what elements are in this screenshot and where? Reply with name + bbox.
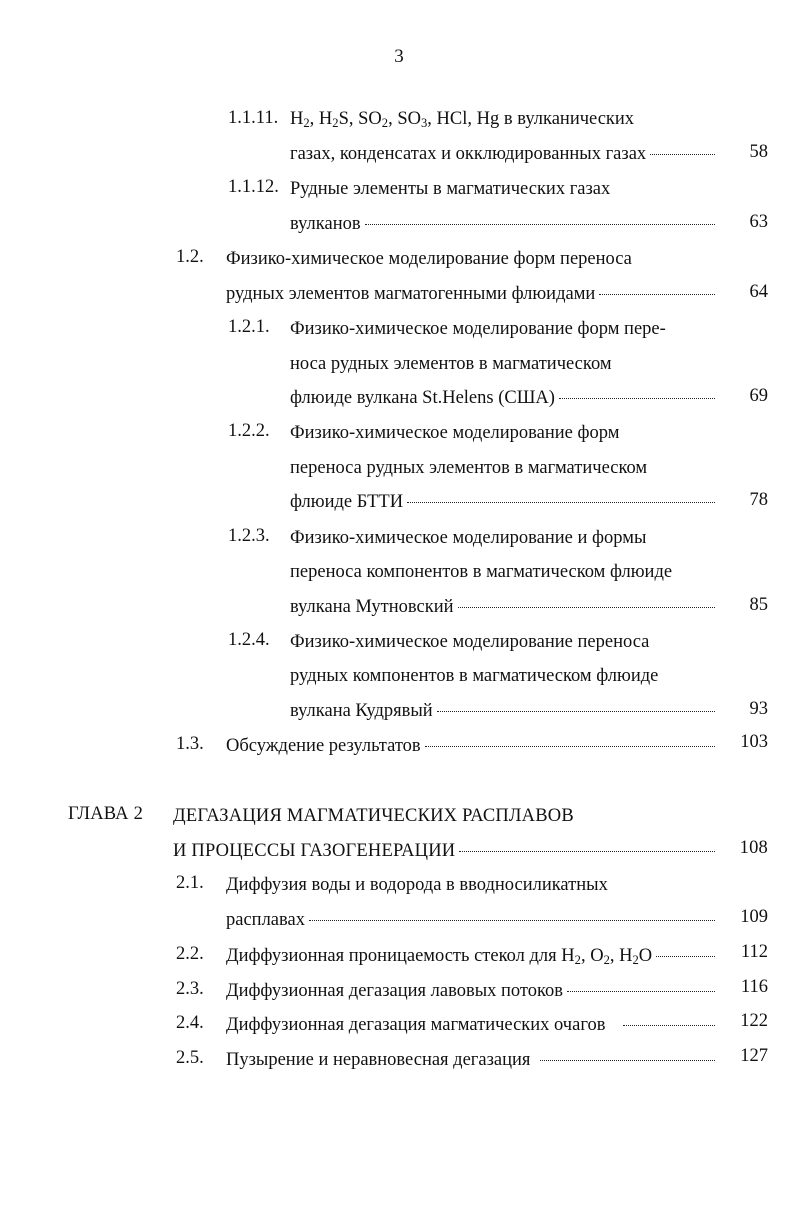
toc-title-line-leader xyxy=(290,142,718,166)
toc-title-line-leader xyxy=(226,734,718,758)
toc-title-line-leader xyxy=(226,1013,718,1037)
toc-number: 1.2.1. xyxy=(228,317,270,337)
toc-title-text: вулкана Мутновский xyxy=(290,597,454,617)
toc-title-line: переноса рудных элементов в магматическом xyxy=(290,458,648,478)
dot-leader xyxy=(309,920,715,921)
toc-title-line-leader xyxy=(290,386,718,410)
toc-number: 2.5. xyxy=(176,1048,204,1068)
toc-number: 1.2.4. xyxy=(228,630,270,650)
chapter-title-line-leader xyxy=(173,839,718,863)
dot-leader xyxy=(540,1060,715,1061)
toc-title-line-leader xyxy=(226,282,718,306)
page-number: 3 xyxy=(394,46,404,67)
toc-title-text: флюиде БТТИ xyxy=(290,492,404,512)
toc-number: 1.2.2. xyxy=(228,421,270,441)
toc-page: 58 xyxy=(749,142,768,162)
toc-title-line-leader xyxy=(290,490,718,514)
toc-page: 93 xyxy=(749,699,768,719)
toc-number: 1.1.12. xyxy=(228,177,279,197)
toc-page: 103 xyxy=(740,732,768,752)
toc-page: 127 xyxy=(740,1046,768,1066)
toc-title-line: Рудные элементы в магматических газах xyxy=(290,179,611,199)
toc-page: 109 xyxy=(740,907,768,927)
toc-title-line: переноса компонентов в магматическом флюиде xyxy=(290,562,673,582)
toc-number: 1.1.11. xyxy=(228,108,279,128)
toc-title-line: Диффузия воды и водорода в вводносиликатных xyxy=(226,875,608,895)
toc-page: 122 xyxy=(740,1011,768,1031)
toc-title-line: Физико-химическое моделирование форм пере- xyxy=(290,319,666,339)
dot-leader xyxy=(425,746,715,747)
toc-page: 63 xyxy=(749,212,768,232)
dot-leader xyxy=(459,851,715,852)
toc-number: 1.2. xyxy=(176,247,204,267)
toc-title-text: Обсуждение результатов xyxy=(226,736,421,756)
toc-title-line: Физико-химическое моделирование переноса xyxy=(290,632,650,652)
toc-title-text: Диффузионная дегазация магматических очагов xyxy=(226,1015,606,1035)
dot-leader xyxy=(407,502,715,503)
toc-title-text: вулкана Кудрявый xyxy=(290,701,433,721)
toc-title-line-leader xyxy=(290,595,718,619)
toc-page: 78 xyxy=(749,490,768,510)
toc-title-text: вулканов xyxy=(290,214,361,234)
toc-number: 2.1. xyxy=(176,873,204,893)
toc-title-line: $H_2$, $H_2S$, $SO_2$, $SO_3$, HCl, Hg в вулканических xyxy=(290,109,635,131)
toc-title-text: рудных элементов магматогенными флюидами xyxy=(226,284,596,304)
dot-leader xyxy=(599,294,715,295)
toc-title-line-leader xyxy=(226,979,718,1003)
toc-number: 1.2.3. xyxy=(228,526,270,546)
dot-leader xyxy=(650,154,715,155)
toc-title-line: носа рудных элементов в магматическом xyxy=(290,354,612,374)
toc-title-line: рудных компонентов в магматическом флюиде xyxy=(290,666,659,686)
dot-leader xyxy=(567,991,715,992)
dot-leader xyxy=(623,1025,715,1026)
toc-page: 69 xyxy=(749,386,768,406)
toc-title-text: Диффузионная дегазация лавовых потоков xyxy=(226,981,564,1001)
toc-page: 108 xyxy=(739,838,768,858)
toc-page: 85 xyxy=(749,595,768,615)
toc-page: 64 xyxy=(749,282,768,302)
toc-title-line-leader xyxy=(226,1048,718,1072)
dot-leader xyxy=(559,398,715,399)
toc-page: 112 xyxy=(740,942,768,962)
toc-title-line-leader xyxy=(290,212,718,236)
toc-title-line: Физико-химическое моделирование и формы xyxy=(290,528,647,548)
toc-title-text: флюиде вулкана St.Helens (США) xyxy=(290,388,555,408)
toc-number: 2.2. xyxy=(176,944,204,964)
toc-title-line-leader xyxy=(290,699,718,723)
toc-title-text: И ПРОЦЕССЫ ГАЗОГЕНЕРАЦИИ xyxy=(173,841,456,861)
toc-title-line: Физико-химическое моделирование форм переноса xyxy=(226,249,632,269)
toc-page: 116 xyxy=(740,977,768,997)
dot-leader xyxy=(437,711,715,712)
toc-title-text: расплавах xyxy=(226,910,305,930)
toc-title-text: газах, конденсатах и окклюдированных газах xyxy=(290,144,647,164)
chapter-number: ГЛАВА 2 xyxy=(68,804,144,824)
toc-title-line-leader xyxy=(226,944,718,968)
toc-title-line: Физико-химическое моделирование форм xyxy=(290,423,620,443)
dot-leader xyxy=(365,224,715,225)
dot-leader xyxy=(656,956,715,957)
dot-leader xyxy=(458,607,715,608)
toc-title-text: Пузырение и неравновесная дегазация xyxy=(226,1050,531,1070)
toc-title-line-leader xyxy=(226,908,718,932)
toc-number: 2.4. xyxy=(176,1013,204,1033)
toc-number: 2.3. xyxy=(176,979,204,999)
chapter-title-line: ДЕГАЗАЦИЯ МАГМАТИЧЕСКИХ РАСПЛАВОВ xyxy=(173,806,574,826)
toc-title-text: Диффузионная проницаемость стекол для $H_2$, $O_2$, $H_2O$ xyxy=(226,946,653,968)
toc-number: 1.3. xyxy=(176,734,204,754)
